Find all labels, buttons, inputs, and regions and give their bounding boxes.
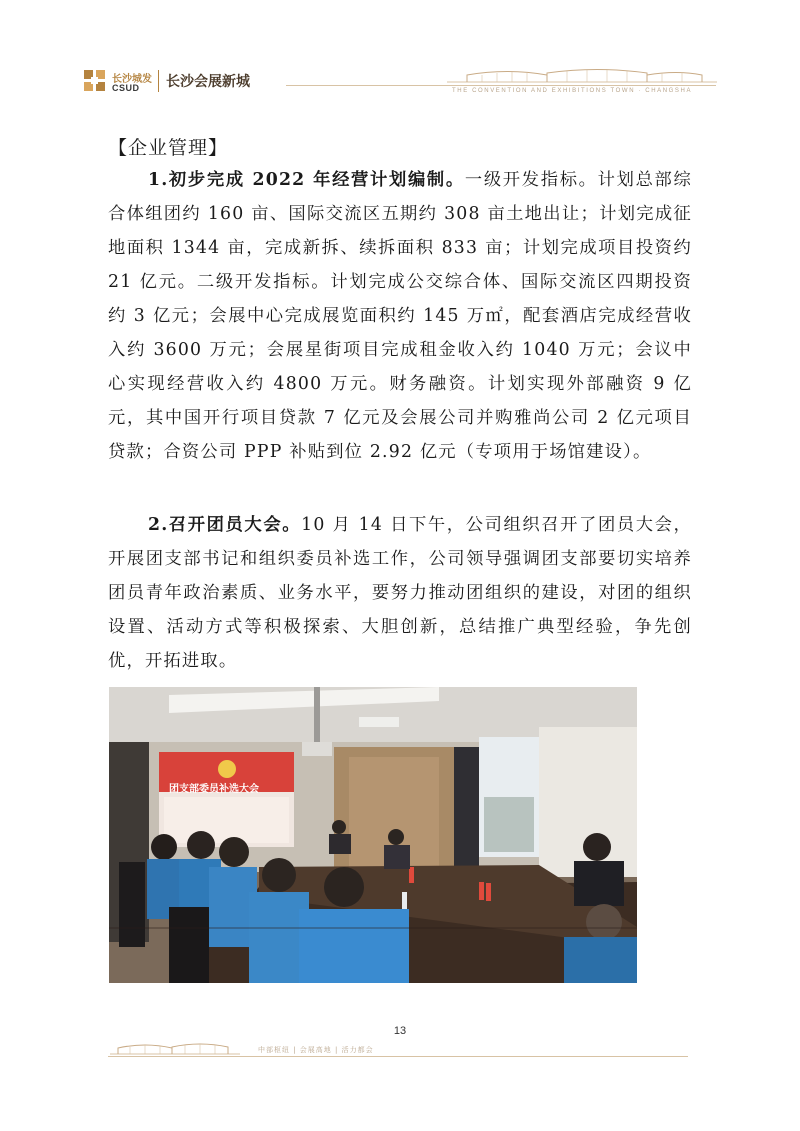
- paragraph-league-meeting: [108, 508, 692, 678]
- page-number: 13: [393, 1025, 407, 1037]
- footer-rule: [108, 1056, 688, 1057]
- paragraph-body: 一级开发指标。计划总部综合体组团约 160 亩、国际交流区五期约 308 亩土地出让；计划完成征地面积 1344 亩，完成新拆、续拆面积 833 亩；计划完成项目投资约 21 亿元。二级开发指标。计划完成公交综合体、国际交流区四期投资约 3 亿元；会展中心完成展览面积约 145 万㎡，配套酒店完成经营收入约 3600 万元；会展星街项目完成租金收入约 1040 万元；会议中心实现经营收入约 4800 万元。财务融资。计划实现外部融资 9 亿元，其中国开行项目贷款 7 亿元及会展公司并购雅尚公司 2 亿元项目贷款；合资公司 PPP 补贴到位 2.92 亿元（专项用于场馆建设）。: [108, 170, 692, 462]
- screen-banner-text: 团支部委员补选大会: [169, 784, 259, 795]
- page-header: [82, 64, 722, 104]
- brand-divider: [158, 70, 159, 92]
- page-footer: [108, 1040, 688, 1060]
- brand-name-cn: 长沙城发: [112, 74, 152, 85]
- paragraph-lead: 1.初步完成 2022 年经营计划编制。: [148, 170, 465, 190]
- brand-city-name: 长沙会展新城: [166, 74, 250, 90]
- footer-slogan: 中部枢纽 | 会展高地 | 活力都会: [258, 1046, 374, 1054]
- exhibition-hall-icon: [447, 66, 717, 86]
- brand-name-en: CSUD: [112, 83, 140, 93]
- paragraph-lead: 2.召开团员大会。: [148, 515, 302, 535]
- header-tagline-en: THE CONVENTION AND EXHIBITIONS TOWN · CHANGSHA: [452, 88, 693, 94]
- csud-logo-icon: [82, 68, 108, 94]
- meeting-photo: [109, 687, 637, 983]
- section-title: 【企业管理】: [108, 137, 229, 159]
- paragraph-business-plan: [108, 163, 692, 469]
- paragraph-body: 10 月 14 日下午，公司组织召开了团员大会，开展团支部书记和组织委员补选工作，公司领导强调团支部要切实培养团员青年政治素质、业务水平，要努力推动团组织的建设，对团的组织设置、活动方式等积极探索、大胆创新，总结推广典型经验，争先创优，开拓进取。: [108, 515, 693, 671]
- exhibition-hall-icon: [110, 1040, 240, 1056]
